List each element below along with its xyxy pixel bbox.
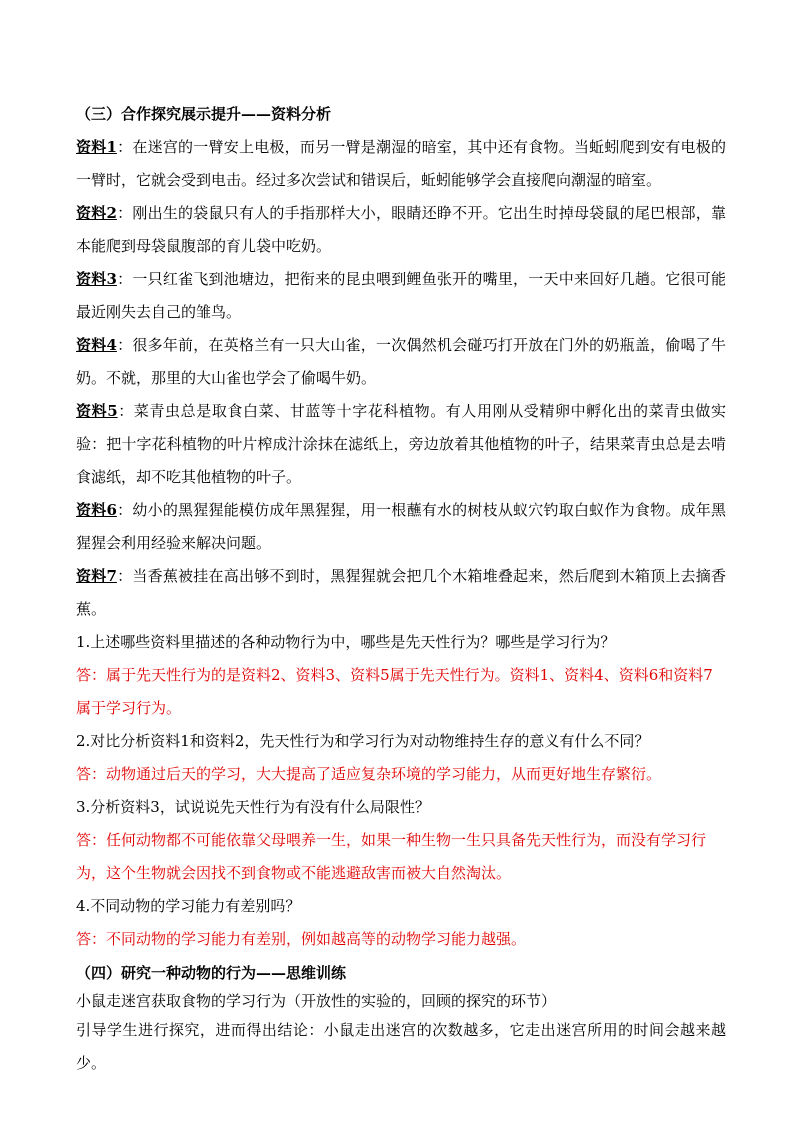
material-label: 资料1: [76, 138, 117, 156]
answer-3: 答：任何动物都不可能依靠父母喂养一生，如果一种生物一生只具备先天性行为，而没有学习行为，这个生物就会因找不到食物或不能逃避敌害而被大自然淘汰。: [76, 831, 707, 882]
material-separator: ：: [116, 336, 133, 354]
material-text: 一只红雀飞到池塘边，把衔来的昆虫喂到鲤鱼张开的嘴里，一天中来回好几趟。它很可能最近刚失去自己的雏鸟。: [76, 270, 727, 321]
material-2: [76, 197, 726, 263]
question-2: 2.对比分析资料1和资料2，先天性行为和学习行为对动物维持生存的意义有什么不同？: [76, 732, 650, 750]
material-separator: ：: [116, 204, 133, 222]
material-label: 资料5: [76, 402, 118, 420]
section-4-heading: （四）研究一种动物的行为——思维训练: [76, 964, 347, 982]
material-separator: ：: [117, 402, 134, 420]
answer-1: 答：属于先天性行为的是资料2、资料3、资料5属于先天性行为。资料1、资料4、资料6和资料7属于学习行为。: [76, 666, 713, 717]
question-3: 3.分析资料3，试说说先天性行为有没有什么局限性？: [76, 798, 430, 816]
material-separator: ：: [116, 138, 133, 156]
material-text: 刚出生的袋鼠只有人的手指那样大小，眼睛还睁不开。它出生时掉母袋鼠的尾巴根部，靠本能爬到母袋鼠腹部的育儿袋中吃奶。: [76, 204, 727, 255]
material-label: 资料4: [76, 336, 117, 354]
material-label: 资料3: [76, 270, 117, 288]
section-3-heading: （三）合作探究展示提升——资料分析: [76, 105, 332, 123]
material-1: [76, 131, 726, 197]
material-text: 菜青虫总是取食白菜、甘蓝等十字花科植物。有人用刚从受精卵中孵化出的菜青虫做实验：把十字花科植物的叶片榨成汁涂抹在滤纸上，旁边放着其他植物的叶子，结果菜青虫总是去啃食滤纸，却不吃其他植物的叶子。: [76, 402, 726, 486]
material-text: 很多年前，在英格兰有一只大山雀，一次偶然机会碰巧打开放在门外的奶瓶盖，偷喝了牛奶。不就，那里的大山雀也学会了偷喝牛奶。: [76, 336, 727, 387]
material-5: [76, 395, 726, 494]
material-separator: ：: [116, 270, 133, 288]
material-separator: ：: [116, 567, 133, 585]
material-label: 资料2: [76, 204, 117, 222]
section-4-line-1: 小鼠走迷宫获取食物的学习行为（开放性的实验的，回顾的探究的环节）: [76, 992, 557, 1010]
question-1: 1.上述哪些资料里描述的各种动物行为中，哪些是先天性行为？哪些是学习行为？: [76, 633, 616, 651]
material-6: [76, 494, 726, 560]
material-label: 资料7: [76, 567, 117, 585]
answer-2: 答：动物通过后天的学习，大大提高了适应复杂环境的学习能力，从而更好地生存繁衍。: [76, 765, 662, 783]
material-7: [76, 560, 726, 626]
question-4: 4.不同动物的学习能力有差别吗？: [76, 897, 301, 915]
material-text: 在迷宫的一臂安上电极，而另一臂是潮湿的暗室，其中还有食物。当蚯蚓爬到安有电极的一臂时，它就会受到电击。经过多次尝试和错误后，蚯蚓能够学会直接爬向潮湿的暗室。: [76, 138, 727, 189]
answer-4: 答：不同动物的学习能力有差别，例如越高等的动物学习能力越强。: [76, 930, 527, 948]
material-label: 资料6: [76, 501, 117, 519]
material-text: 幼小的黑猩猩能模仿成年黑猩猩，用一根蘸有水的树枝从蚁穴钓取白蚁作为食物。成年黑猩猩会利用经验来解决问题。: [76, 501, 727, 552]
material-4: [76, 329, 726, 395]
section-4-line-2: 引导学生进行探究，进而得出结论：小鼠走出迷宫的次数越多，它走出迷宫所用的时间会越来越少。: [76, 1021, 726, 1072]
material-3: [76, 263, 726, 329]
document-content: [76, 98, 726, 1080]
material-text: 当香蕉被挂在高出够不到时，黑猩猩就会把几个木箱堆叠起来，然后爬到木箱顶上去摘香蕉。: [76, 567, 727, 618]
material-separator: ：: [116, 501, 133, 519]
